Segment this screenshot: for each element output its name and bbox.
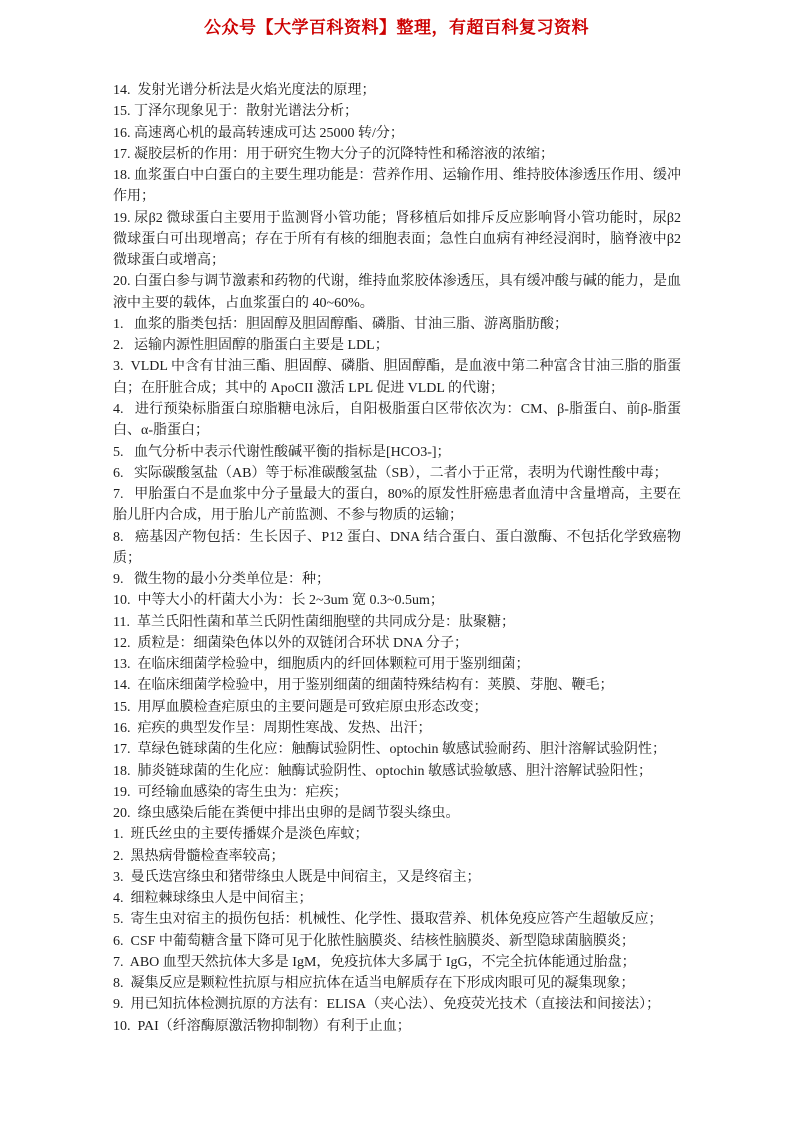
note-line: 11. 革兰氏阳性菌和革兰氏阴性菌细胞壁的共同成分是：肽聚糖； [113, 614, 515, 630]
note-line: 3. VLDL 中含有甘油三酯、胆固醇、磷脂、胆固醇酯，是血液中第二种富含甘油三脂的脂蛋白；在肝脏合成；其中的 ApoCII 激活 LPL 促进 VLDL 的代谢； [113, 359, 681, 396]
note-line: 2. 运输内源性胆固醇的脂蛋白主要是 LDL； [113, 338, 389, 354]
note-line: 16. 疟疾的典型发作呈：周期性寒战、发热、出汗； [113, 720, 432, 736]
note-line: 14. 在临床细菌学检验中，用于鉴别细菌的细菌特殊结构有：荚膜、芽胞、鞭毛； [113, 678, 614, 694]
note-line: 19. 尿β2 微球蛋白主要用于监测肾小管功能；肾移植后如排斥反应影响肾小管功能时，尿β2 微球蛋白可出现增高；存在于所有有核的细胞表面；急性白血病有神经浸润时，脑脊液中β2 微球蛋白或增高； [113, 210, 685, 269]
note-line: 12. 质粒是：细菌染色体以外的双链闭合环状 DNA 分子； [113, 635, 469, 651]
note-line: 15. 丁泽尔现象见于：散射光谱法分析； [113, 104, 358, 120]
notes-list [0, 80, 793, 1037]
note-line: 9. 用已知抗体检测抗原的方法有：ELISA（夹心法）、免疫荧光技术（直接法和间接法）； [113, 997, 661, 1013]
note-line: 10. PAI（纤溶酶原激活物抑制物）有利于止血； [113, 1018, 411, 1034]
note-line: 5. 寄生虫对宿主的损伤包括：机械性、化学性、摄取营养、机体免疫应答产生超敏反应； [113, 912, 663, 928]
note-line: 17. 草绿色链球菌的生化应：触酶试验阴性、optochin 敏感试验耐药、胆汁溶解试验阴性； [113, 742, 666, 758]
note-line: 6. CSF 中葡萄糖含量下降可见于化脓性脑膜炎、结核性脑膜炎、新型隐球菌脑膜炎； [113, 933, 635, 949]
note-line: 8. 凝集反应是颗粒性抗原与相应抗体在适当电解质存在下形成肉眼可见的凝集现象； [113, 976, 635, 992]
note-line: 8. 癌基因产物包括：生长因子、P12 蛋白、DNA 结合蛋白、蛋白激酶、不包括化学致癌物质； [113, 529, 681, 566]
note-line: 7. ABO 血型天然抗体大多是 IgM，免疫抗体大多属于 IgG，不完全抗体能通过胎盘； [113, 954, 636, 970]
note-line: 9. 微生物的最小分类单位是：种； [113, 572, 330, 588]
note-line: 5. 血气分析中表示代谢性酸碱平衡的指标是[HCO3-]； [113, 444, 451, 460]
note-line: 3. 曼氏迭宫绦虫和猪带绦虫人既是中间宿主，又是终宿主； [113, 869, 481, 885]
note-line: 4. 进行预染标脂蛋白琼脂糖电泳后，自阳极脂蛋白区带依次为：CM、β-脂蛋白、前β-脂蛋白、α-脂蛋白； [113, 401, 681, 439]
page-title: 公众号【大学百科资料】整理，有超百科复习资料 [204, 18, 589, 37]
note-line: 18. 血浆蛋白中白蛋白的主要生理功能是：营养作用、运输作用、维持胶体渗透压作用、缓冲作用； [113, 168, 681, 205]
note-line: 19. 可经输血感染的寄生虫为：疟疾； [113, 784, 348, 800]
note-line: 16. 高速离心机的最高转速成可达 25000 转/分； [113, 125, 404, 141]
note-line: 17. 凝胶层析的作用：用于研究生物大分子的沉降特性和稀溶液的浓缩； [113, 146, 554, 162]
note-line: 20. 白蛋白参与调节激素和药物的代谢，维持血浆胶体渗透压，具有缓冲酸与碱的能力，是血液中主要的载体，占血浆蛋白的 40~60%。 [113, 274, 681, 311]
note-line: 1. 血浆的脂类包括：胆固醇及胆固醇酯、磷脂、甘油三脂、游离脂肪酸； [113, 316, 568, 332]
note-line: 2. 黑热病骨髓检查率较高； [113, 848, 285, 864]
note-line: 18. 肺炎链球菌的生化应：触酶试验阴性、optochin 敏感试验敏感、胆汁溶解试验阳性； [113, 763, 652, 779]
note-line: 7. 甲胎蛋白不是血浆中分子量最大的蛋白，80%的原发性肝癌患者血清中含量增高，主要在胎儿肝内合成，用于胎儿产前监测、不参与物质的运输； [113, 487, 681, 524]
note-line: 15. 用厚血膜检查疟原虫的主要问题是可致疟原虫形态改变； [113, 699, 488, 715]
note-line: 14. 发射光谱分析法是火焰光度法的原理； [113, 83, 376, 98]
note-line: 20. 绦虫感染后能在粪便中排出虫卵的是阔节裂头绦虫。 [113, 806, 460, 822]
note-line: 10. 中等大小的杆菌大小为：长 2~3um 宽 0.3~0.5um； [113, 593, 444, 609]
note-line: 13. 在临床细菌学检验中，细胞质内的纤回体颗粒可用于鉴别细菌； [113, 657, 530, 673]
note-line: 4. 细粒棘球绦虫人是中间宿主； [113, 891, 313, 907]
note-line: 6. 实际碳酸氢盐（AB）等于标准碳酸氢盐（SB），二者小于正常，表明为代谢性酸中毒； [113, 465, 668, 481]
note-line: 1. 班氏丝虫的主要传播媒介是淡色库蚊； [113, 827, 369, 843]
